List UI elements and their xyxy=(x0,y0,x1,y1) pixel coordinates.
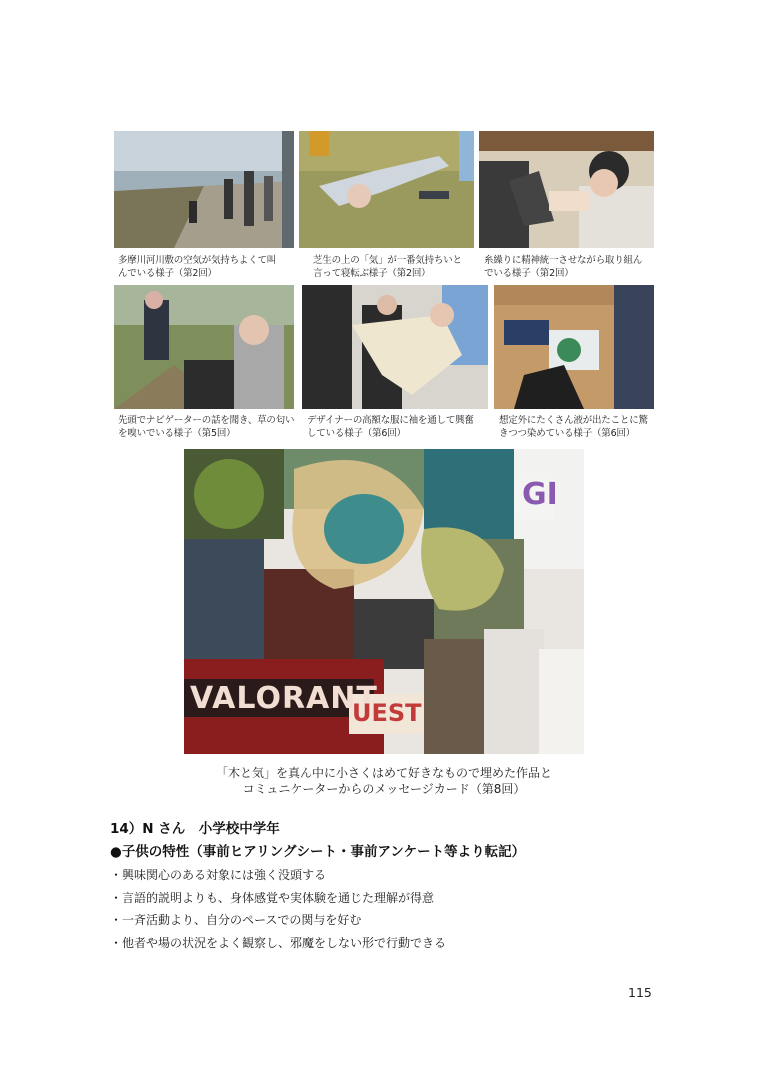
collage-artwork xyxy=(184,449,584,754)
photo-caption: 先頭でナビゲーターの話を聞き、草の匂い を嗅いでいる様子（第5回） xyxy=(118,415,295,439)
photo-designer-clothes xyxy=(302,285,488,409)
photo-caption: デザイナーの高額な服に袖を通して興奮 している様子（第6回） xyxy=(307,415,474,439)
section-subheading: ●子供の特性（事前ヒアリングシート・事前アンケート等より転記） xyxy=(110,844,526,860)
collage-caption-line2: コミュニケーターからのメッセージカード（第8回） xyxy=(242,782,526,796)
list-item: ・一斉活動より、自分のペースでの関与を好む xyxy=(110,913,362,927)
list-item: ・言語的説明よりも、身体感覚や実体験を通じた理解が得意 xyxy=(110,890,435,905)
collage-caption xyxy=(184,765,584,797)
section-heading: 14）N さん 小学校中学年 xyxy=(110,821,280,837)
photo-dyeing xyxy=(494,285,654,409)
photo-caption: 多摩川河川敷の空気が気持ちよくて叫 んでいる様子（第2回） xyxy=(118,255,277,279)
photo-string-craft xyxy=(479,131,654,248)
collage-text-valorant: VALORANT xyxy=(190,681,378,716)
photo-riverbank xyxy=(114,131,294,248)
photo-caption: 想定外にたくさん液が出たことに驚 きつつ染めている様子（第6回） xyxy=(499,415,648,439)
photo-lawn xyxy=(299,131,474,248)
photo-navigator xyxy=(114,285,294,409)
characteristics-list xyxy=(110,864,446,954)
photo-caption: 糸繰りに精神統一させながら取り組ん でいる様子（第2回） xyxy=(484,255,643,279)
collage-caption-line1: 「木と気」を真ん中に小さくはめて好きなもので埋めた作品と xyxy=(215,766,552,780)
collage-text-uest: UEST xyxy=(352,699,422,727)
collage-text-gi: GI xyxy=(522,477,558,512)
list-item: ・興味関心のある対象には強く没頭する xyxy=(110,868,327,882)
list-item: ・他者や場の状況をよく観察し、邪魔をしない形で行動できる xyxy=(110,935,447,950)
page-number: 115 xyxy=(628,985,652,1000)
photo-caption: 芝生の上の「気」が一番気持ちいと 言って寝転ぶ様子（第2回） xyxy=(313,255,462,279)
